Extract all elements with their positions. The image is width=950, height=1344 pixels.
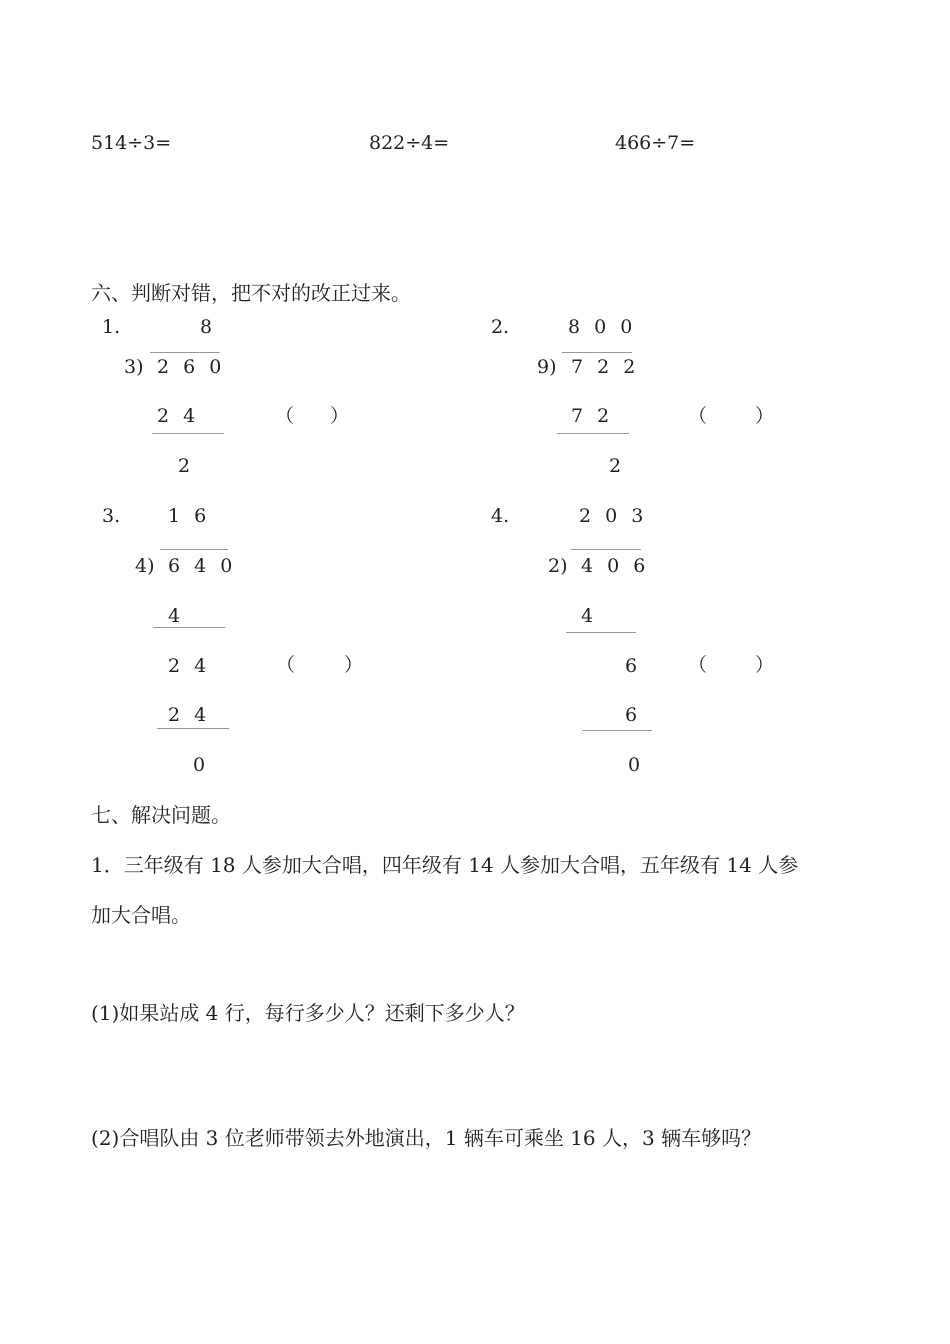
dividend: 6 4 0: [168, 555, 237, 577]
answer-bracket-close: ）: [755, 654, 775, 676]
answer-bracket-close: ）: [344, 654, 364, 676]
divisor: 3): [124, 356, 144, 378]
subtraction-line: [557, 433, 629, 434]
expression-822-div-4: 822÷4=: [369, 132, 450, 154]
quotient: 8: [200, 316, 213, 338]
divisor: 4): [135, 555, 155, 577]
subtraction-line: [153, 627, 225, 628]
dividend: 2 6 0: [157, 356, 226, 378]
division-bar: [160, 549, 228, 550]
answer-bracket-open: （: [688, 405, 708, 427]
remainder: 0: [193, 754, 206, 776]
division-bar: [562, 352, 632, 353]
divisor: 2): [548, 555, 568, 577]
answer-bracket-close: ）: [755, 405, 775, 427]
quotient: 2 0 3: [579, 505, 648, 527]
dividend: 7 2 2: [571, 356, 640, 378]
remainder: 0: [628, 754, 641, 776]
problem-1-text-line-2: 加大合唱。: [91, 903, 191, 927]
problem-number: 3.: [102, 505, 121, 527]
answer-bracket-open: （: [276, 654, 296, 676]
expression-514-div-3: 514÷3=: [91, 132, 172, 154]
remainder: 2: [178, 455, 191, 477]
answer-bracket-open: （: [275, 405, 295, 427]
step-product: 2 4: [168, 704, 211, 726]
question-2: (2)合唱队由 3 位老师带领去外地演出，1 辆车可乘坐 16 人，3 辆车够吗？: [91, 1126, 762, 1150]
question-1: (1)如果站成 4 行，每行多少人？还剩下多少人？: [91, 1001, 525, 1025]
step-product: 2 4: [157, 405, 200, 427]
step-difference: 2 4: [168, 655, 211, 677]
problem-number: 1.: [102, 316, 121, 338]
step-product: 4: [168, 605, 181, 627]
divisor: 9): [537, 356, 557, 378]
dividend: 4 0 6: [581, 555, 650, 577]
subtraction-line: [157, 728, 229, 729]
answer-bracket-open: （: [688, 654, 708, 676]
subtraction-line: [566, 632, 636, 633]
problem-number: 2.: [491, 316, 510, 338]
remainder: 2: [609, 455, 622, 477]
subtraction-line: [152, 433, 224, 434]
division-bar: [150, 352, 220, 353]
answer-bracket-close: ）: [330, 405, 350, 427]
step-product: 4: [581, 605, 594, 627]
expression-466-div-7: 466÷7=: [615, 132, 696, 154]
division-bar: [571, 549, 641, 550]
subtraction-line: [582, 730, 652, 731]
step-product: 6: [625, 704, 638, 726]
step-product: 7 2: [571, 405, 614, 427]
problem-number: 4.: [491, 505, 510, 527]
step-difference: 6: [625, 655, 638, 677]
quotient: 8 0 0: [568, 316, 637, 338]
problem-1-text-line-1: 1．三年级有 18 人参加大合唱，四年级有 14 人参加大合唱，五年级有 14 人参: [91, 853, 799, 877]
section-6-title: 六、判断对错，把不对的改正过来。: [91, 281, 411, 305]
section-7-title: 七、解决问题。: [91, 803, 231, 827]
quotient: 1 6: [168, 505, 211, 527]
